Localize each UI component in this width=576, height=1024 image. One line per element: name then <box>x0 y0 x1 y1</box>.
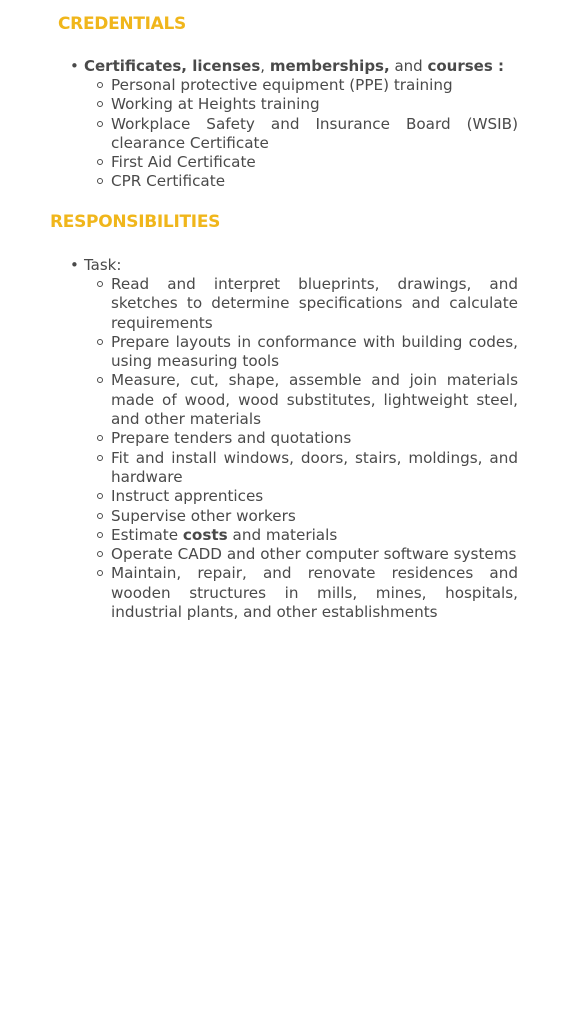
credential-item: Working at Heights training <box>111 95 518 114</box>
responsibilities-heading: RESPONSIBILITIES <box>50 212 221 232</box>
circle-bullet-icon <box>97 159 103 165</box>
credentials-list-item <box>70 57 524 76</box>
circle-bullet-icon <box>97 493 103 499</box>
circle-bullet-icon <box>97 82 103 88</box>
circle-bullet-icon <box>97 339 103 345</box>
task-item: Read and interpret blueprints, drawings, and sketches to determine specifications and calculate requirements <box>111 275 518 333</box>
circle-bullet-icon <box>97 121 103 127</box>
credentials-sublist <box>111 76 518 192</box>
circle-bullet-icon <box>97 455 103 461</box>
circle-bullet-icon <box>97 570 103 576</box>
credential-item: Workplace Safety and Insurance Board (WSIB) clearance Certificate <box>111 115 518 154</box>
task-item: Maintain, repair, and renovate residences and wooden structures in mills, mines, hospitals, industrial plants, and other establishments <box>111 564 518 622</box>
task-item: Instruct apprentices <box>111 487 518 506</box>
bullet-icon: • <box>70 256 79 274</box>
bullet-icon: • <box>70 57 79 75</box>
circle-bullet-icon <box>97 513 103 519</box>
circle-bullet-icon <box>97 435 103 441</box>
task-item: Prepare tenders and quotations <box>111 429 518 448</box>
task-item: Estimate costs and materials <box>111 526 518 545</box>
circle-bullet-icon <box>97 551 103 557</box>
circle-bullet-icon <box>97 101 103 107</box>
circle-bullet-icon <box>97 532 103 538</box>
task-item: Operate CADD and other computer software systems <box>111 545 518 564</box>
credential-item: CPR Certificate <box>111 172 518 191</box>
task-item: Fit and install windows, doors, stairs, moldings, and hardware <box>111 449 518 488</box>
credentials-item-label: Certificates, licenses, memberships, and courses : <box>84 57 504 75</box>
credentials-heading: CREDENTIALS <box>58 14 186 34</box>
circle-bullet-icon <box>97 178 103 184</box>
task-item: Measure, cut, shape, assemble and join materials made of wood, wood substitutes, lightweight steel, and other materials <box>111 371 518 429</box>
credential-item: First Aid Certificate <box>111 153 518 172</box>
task-item: Prepare layouts in conformance with building codes, using measuring tools <box>111 333 518 372</box>
credential-item: Personal protective equipment (PPE) training <box>111 76 518 95</box>
circle-bullet-icon <box>97 377 103 383</box>
circle-bullet-icon <box>97 281 103 287</box>
responsibilities-sublist <box>111 275 518 622</box>
task-label: Task: <box>84 256 122 274</box>
responsibilities-list-item <box>70 256 524 275</box>
task-item: Supervise other workers <box>111 507 518 526</box>
